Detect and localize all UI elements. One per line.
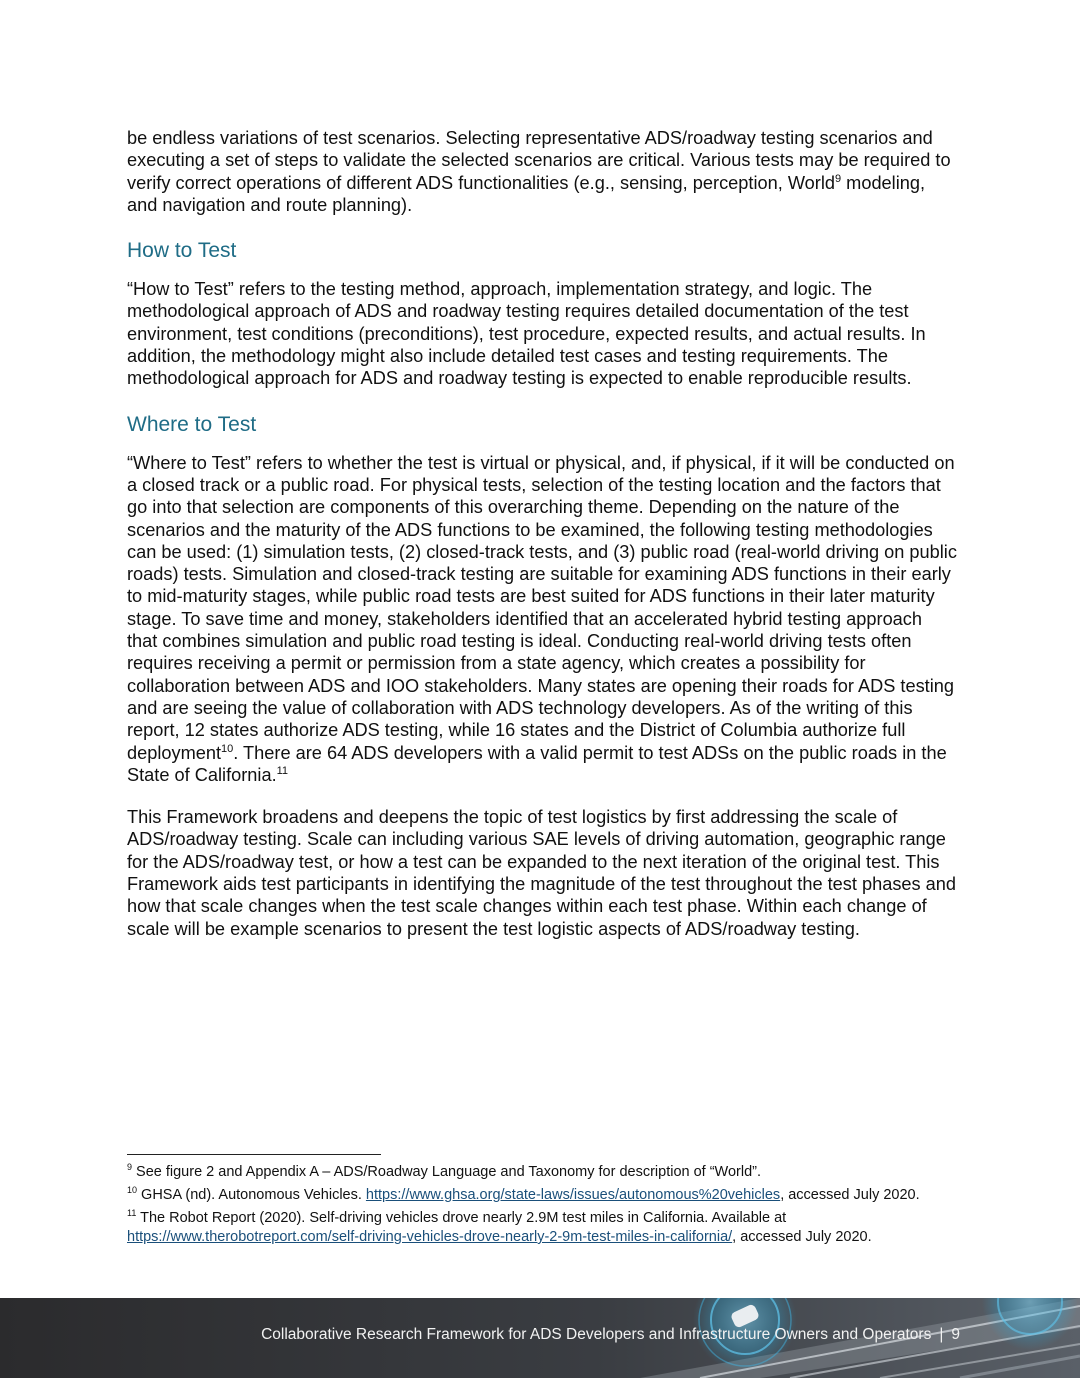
footnotes bbox=[127, 1154, 957, 1251]
page-number: 9 bbox=[951, 1326, 960, 1343]
footnote-11: $^{11}$ The Robot Report (2020). Self-driving vehicles drove nearly 2.9M test miles in California. Available at https://www.therobotreport.com/self-driving-vehicles-drove-nearly-2-9m-test-miles-in-california/, accessed July 2020. bbox=[127, 1208, 872, 1245]
footer-title: Collaborative Research Framework for ADS Developers and Infrastructure Owners and Operators | 9 bbox=[261, 1326, 960, 1343]
how-to-test-paragraph: “How to Test” refers to the testing method, approach, implementation strategy, and logic. The methodological approach of ADS and roadway testing requires detailed documentation of the test environment, test conditions (preconditions), test procedure, expected results, and actual results. In addition, the methodology might also include detailed test cases and testing requirements. The methodological approach for ADS and roadway testing is expected to enable reproducible results. bbox=[127, 279, 926, 389]
framework-scale-paragraph: This Framework broadens and deepens the topic of test logistics by first addressing the scale of ADS/roadway testing. Scale can including various SAE levels of driving automation, geographic range for the ADS/roadway test, or how a test can be expanded to the next iteration of the original test. This Framework aids test participants in identifying the magnitude of the test throughout the test phases and how that scale changes when the test scale changes within each test phase. Within each change of scale will be example scenarios to present the test logistic aspects of ADS/roadway testing. bbox=[127, 807, 957, 939]
page-body bbox=[127, 127, 957, 960]
footnote-10: $^{10}$ GHSA (nd). Autonomous Vehicles. https://www.ghsa.org/state-laws/issues/autonomous%20vehicles, accessed July 2020. bbox=[127, 1185, 920, 1203]
intro-paragraph: be endless variations of test scenarios. Selecting representative ADS/roadway testing scenarios and executing a set of steps to validate the selected scenarios are critical. Various tests may be required to verify correct operations of different ADS functionalities (e.g., sensing, perception, World$^9$ modeling, and navigation and route planning). bbox=[127, 128, 951, 215]
robot-report-link[interactable]: https://www.therobotreport.com/self-driving-vehicles-drove-nearly-2-9m-test-miles-in-california/ bbox=[127, 1229, 733, 1245]
footnote-ref-10[interactable]: 10 bbox=[221, 742, 234, 755]
where-to-test-paragraph: “Where to Test” refers to whether the test is virtual or physical, and, if physical, if it will be conducted on a closed track or a public road. For physical tests, selection of the testing location and the factors that go into that selection are components of this overarching theme. Depending on the nature of the scenarios and the maturity of the ADS functions to be examined, the following testing methodologies can be used: (1) simulation tests, (2) closed-track tests, and (3) public road (real-world driving on public roads) tests. Simulation and closed-track testing are suitable for examining ADS functions in their early to mid-maturity stages, while public road tests are best suited for ADS functions in their later maturity stage. To save time and money, stakeholders identified that an accelerated hybrid testing approach that combines simulation and public road testing is ideal. Conducting real-world driving tests often requires receiving a permit or permission from a state agency, which creates a possibility for collaboration between ADS and IOO stakeholders. Many states are opening their roads for ADS testing and are seeing the value of collaboration with ADS technology developers. As of the writing of this report, 12 states authorize ADS testing, while 16 states and the District of Columbia authorize full deployment$^{10}$. There are 64 ADS developers with a valid permit to test ADSs on the public roads in the State of California.$^{11}$ bbox=[127, 452, 957, 785]
footnote-ref-9[interactable]: 9 bbox=[835, 172, 842, 185]
heading-where-to-test: Where to Test bbox=[127, 412, 257, 436]
footnote-divider bbox=[127, 1154, 381, 1155]
footnote-ref-11[interactable]: 11 bbox=[276, 764, 289, 777]
ghsa-link[interactable]: https://www.ghsa.org/state-laws/issues/autonomous%20vehicles bbox=[365, 1187, 781, 1203]
footnote-9: $^9$ See figure 2 and Appendix A – ADS/Roadway Language and Taxonomy for description of “World”. bbox=[127, 1162, 762, 1180]
heading-how-to-test: How to Test bbox=[127, 239, 237, 263]
page-footer bbox=[0, 1298, 1080, 1378]
